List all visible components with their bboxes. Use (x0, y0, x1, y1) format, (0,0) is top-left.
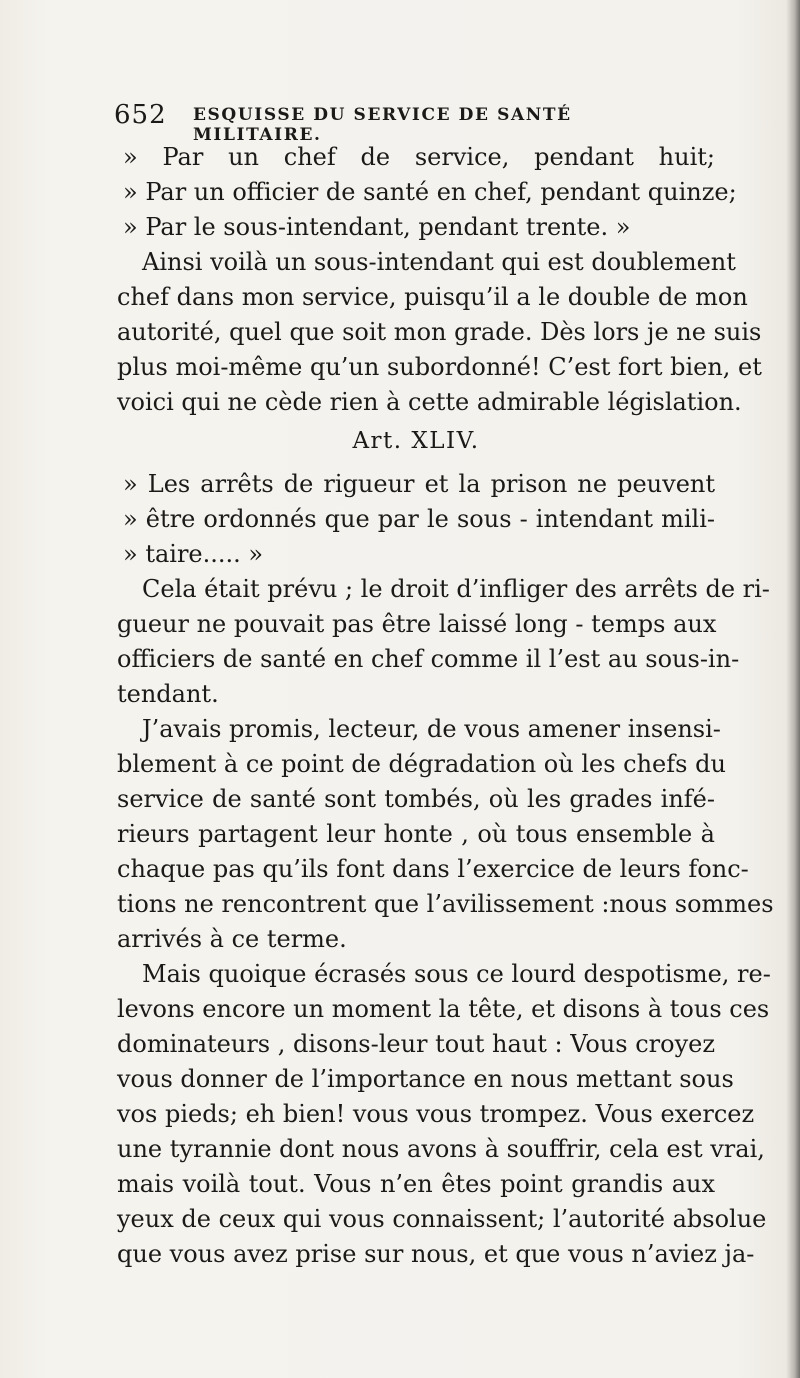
text-line: J’avais promis, lecteur, de vous amener insensi- (142, 715, 721, 743)
text-line: chef dans mon service, puisqu’il a le double de mon (117, 283, 748, 311)
page-edge-shadow (786, 0, 800, 1378)
text-line: tendant. (117, 680, 219, 708)
text-line: autorité, quel que soit mon grade. Dès lors je ne suis (117, 318, 762, 346)
text-line: chaque pas qu’ils font dans l’exercice de leurs fonc- (117, 855, 749, 883)
running-head: ESQUISSE DU SERVICE DE SANTÉ MILITAIRE. (193, 105, 572, 145)
text-line: » Par un officier de santé en chef, pendant quinze; (123, 178, 737, 206)
text-line: vos pieds; eh bien! vous vous trompez. Vous exercez (117, 1100, 755, 1128)
text-line: une tyrannie dont nous avons à souffrir, cela est vrai, (117, 1135, 765, 1163)
text-line: voici qui ne cède rien à cette admirable législation. (117, 388, 742, 416)
text-line: yeux de ceux qui vous connaissent; l’autorité absolue (117, 1205, 767, 1233)
text-line: plus moi-même qu’un subordonné! C’est fort bien, et (117, 353, 762, 381)
text-line: tions ne rencontrent que l’avilissement :nous sommes (117, 890, 774, 918)
text-line: rieurs partagent leur honte , où tous ensemble à (117, 820, 715, 848)
text-line: » Par un chef de service, pendant huit; (123, 143, 715, 171)
text-line: Mais quoique écrasés sous ce lourd despotisme, re- (142, 960, 771, 988)
text-line: service de santé sont tombés, où les grades infé- (117, 785, 715, 813)
text-line: officiers de santé en chef comme il l’est au sous-in- (117, 645, 740, 673)
text-line: » Par le sous-intendant, pendant trente. » (123, 213, 631, 241)
text-line: mais voilà tout. Vous n’en êtes point grandis aux (117, 1170, 715, 1198)
page-number: 652 (114, 100, 167, 130)
text-line: blement à ce point de dégradation où les chefs du (117, 750, 726, 778)
text-line: Ainsi voilà un sous-intendant qui est doublement (142, 248, 736, 276)
text-line: » Les arrêts de rigueur et la prison ne peuvent (123, 470, 715, 498)
text-line: levons encore un moment la tête, et disons à tous ces (117, 995, 770, 1023)
text-line: Cela était prévu ; le droit d’infliger des arrêts de ri- (142, 575, 770, 603)
text-line: dominateurs , disons-leur tout haut : Vous croyez (117, 1030, 715, 1058)
text-line: vous donner de l’importance en nous mettant sous (117, 1065, 734, 1093)
text-line: » taire..... » (123, 540, 264, 568)
text-line: que vous avez prise sur nous, et que vous n’aviez ja- (117, 1240, 755, 1268)
body-text (117, 140, 774, 1272)
text-line: gueur ne pouvait pas être laissé long - temps aux (117, 610, 717, 638)
page-header (114, 100, 674, 145)
article-heading: Art. XLIV. (352, 428, 480, 454)
text-line: arrivés à ce terme. (117, 925, 347, 953)
text-line: » être ordonnés que par le sous - intendant mili- (123, 505, 715, 533)
